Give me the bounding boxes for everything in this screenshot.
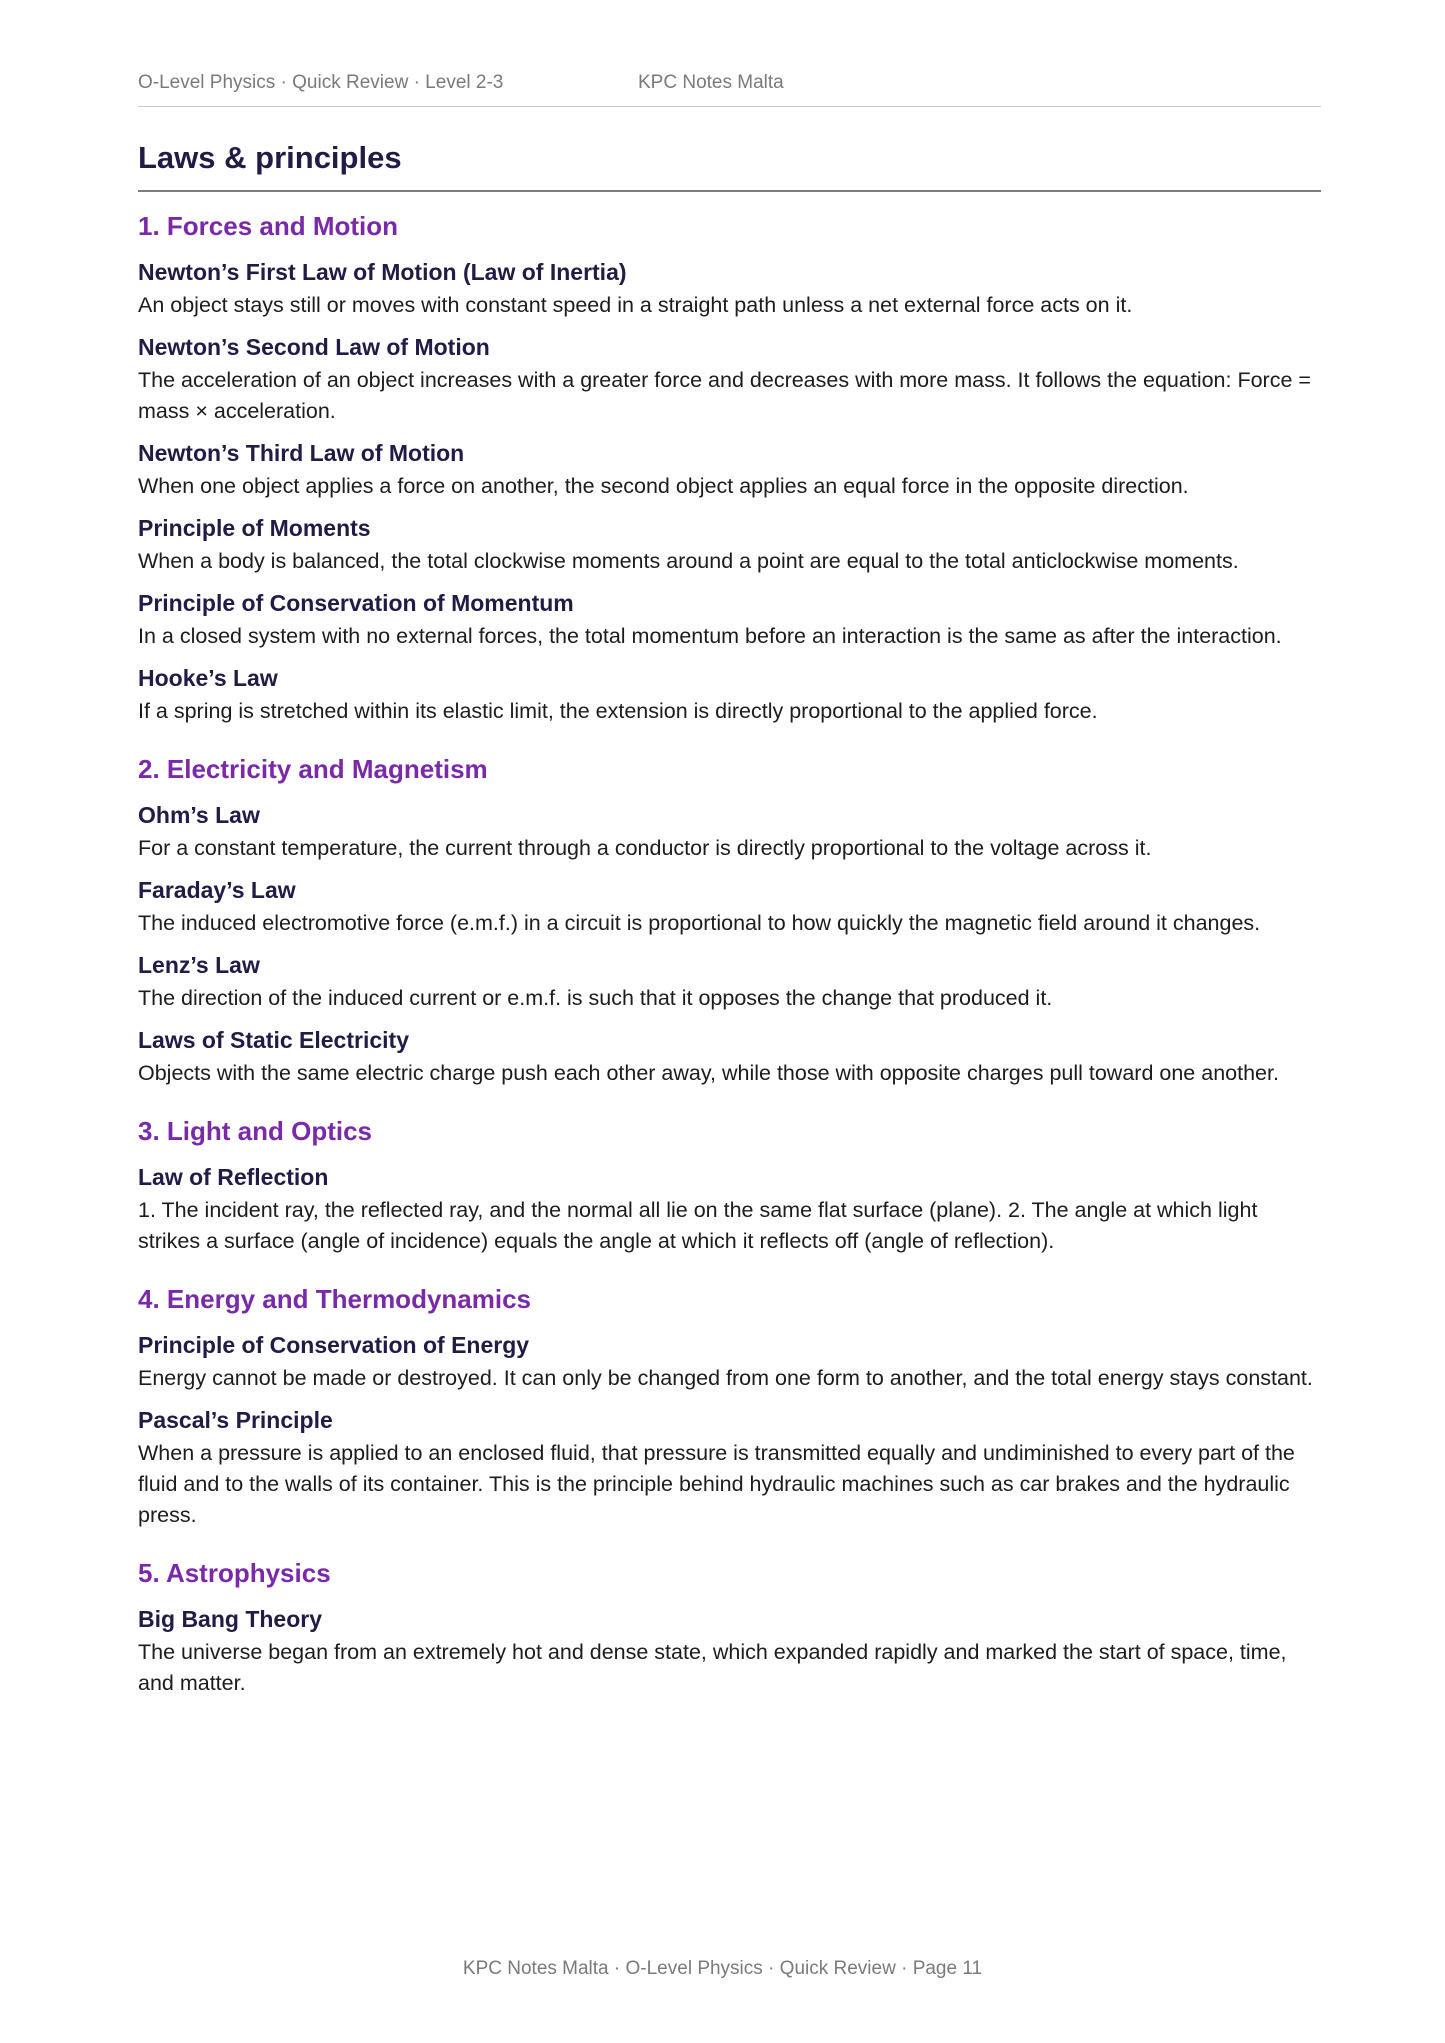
law-entry: [138, 1024, 1321, 1089]
section: [138, 749, 1321, 1089]
law-title: Principle of Moments: [138, 515, 371, 541]
section: [138, 1553, 1321, 1699]
law-description: When a pressure is applied to an enclosed fluid, that pressure is transmitted equally and undiminished to every part of the fluid and to the walls of its container. This is the principle behind hydraulic machines such as car brakes and the hydraulic press.: [138, 1441, 1295, 1527]
section-heading: 1. Forces and Motion: [138, 211, 399, 241]
law-description: The induced electromotive force (e.m.f.) in a circuit is proportional to how quickly the magnetic field around it changes.: [138, 911, 1261, 935]
law-title: Faraday’s Law: [138, 877, 296, 903]
header-document-title: O-Level Physics · Quick Review · Level 2-3: [138, 72, 504, 93]
law-title: Lenz’s Law: [138, 952, 260, 978]
law-title: Hooke’s Law: [138, 665, 278, 691]
law-title: Principle of Conservation of Energy: [138, 1332, 530, 1358]
law-description: 1. The incident ray, the reflected ray, and the normal all lie on the same flat surface (plane). 2. The angle at which light strikes a surface (angle of incidence) equals the angle at which it reflects off (angle of reflection).: [138, 1198, 1258, 1253]
law-entry: [138, 1329, 1321, 1394]
section-heading: 5. Astrophysics: [138, 1558, 331, 1588]
section-heading: 3. Light and Optics: [138, 1116, 373, 1146]
section: [138, 1279, 1321, 1531]
law-entry: [138, 1404, 1321, 1531]
law-entry: [138, 799, 1321, 864]
law-title: Newton’s Second Law of Motion: [138, 334, 490, 360]
section-heading: 2. Electricity and Magnetism: [138, 754, 488, 784]
law-description: In a closed system with no external forces, the total momentum before an interaction is the same as after the interaction.: [138, 624, 1282, 648]
page-header: [138, 70, 1321, 107]
law-description: When one object applies a force on another, the second object applies an equal force in the opposite direction.: [138, 474, 1189, 498]
law-title: Principle of Conservation of Momentum: [138, 590, 574, 616]
law-title: Big Bang Theory: [138, 1606, 323, 1632]
law-title: Ohm’s Law: [138, 802, 260, 828]
law-title: Newton’s First Law of Motion (Law of Inertia): [138, 259, 627, 285]
page-footer: KPC Notes Malta · O-Level Physics · Quick Review · Page 11: [462, 1958, 983, 1979]
law-entry: [138, 331, 1321, 427]
law-description: If a spring is stretched within its elastic limit, the extension is directly proportional to the applied force.: [138, 699, 1098, 723]
law-description: The direction of the induced current or e.m.f. is such that it opposes the change that produced it.: [138, 986, 1053, 1010]
law-title: Newton’s Third Law of Motion: [138, 440, 465, 466]
law-description: Energy cannot be made or destroyed. It can only be changed from one form to another, and the total energy stays constant.: [138, 1366, 1313, 1390]
law-description: For a constant temperature, the current through a conductor is directly proportional to the voltage across it.: [138, 836, 1152, 860]
header-publisher: KPC Notes Malta: [638, 72, 784, 93]
law-title: Laws of Static Electricity: [138, 1027, 409, 1053]
law-entry: [138, 949, 1321, 1014]
law-description: When a body is balanced, the total clockwise moments around a point are equal to the total anticlockwise moments.: [138, 549, 1239, 573]
law-entry: [138, 1603, 1321, 1699]
law-entry: [138, 512, 1321, 577]
law-description: An object stays still or moves with constant speed in a straight path unless a net external force acts on it.: [138, 293, 1133, 317]
law-entry: [138, 256, 1321, 321]
section: [138, 1111, 1321, 1257]
law-description: The acceleration of an object increases with a greater force and decreases with more mass. It follows the equation: Force = mass × acceleration.: [138, 368, 1311, 423]
law-entry: [138, 662, 1321, 727]
section: [138, 206, 1321, 727]
law-entry: [138, 874, 1321, 939]
law-entry: [138, 587, 1321, 652]
law-description: The universe began from an extremely hot and dense state, which expanded rapidly and marked the start of space, time, and matter.: [138, 1640, 1287, 1695]
law-title: Law of Reflection: [138, 1164, 329, 1190]
law-title: Pascal’s Principle: [138, 1407, 333, 1433]
section-heading: 4. Energy and Thermodynamics: [138, 1284, 532, 1314]
law-description: Objects with the same electric charge push each other away, while those with opposite charges pull toward one another.: [138, 1061, 1279, 1085]
law-entry: [138, 437, 1321, 502]
law-entry: [138, 1161, 1321, 1257]
document-body: [138, 206, 1321, 1699]
page-title: Laws & principles: [138, 140, 1321, 192]
